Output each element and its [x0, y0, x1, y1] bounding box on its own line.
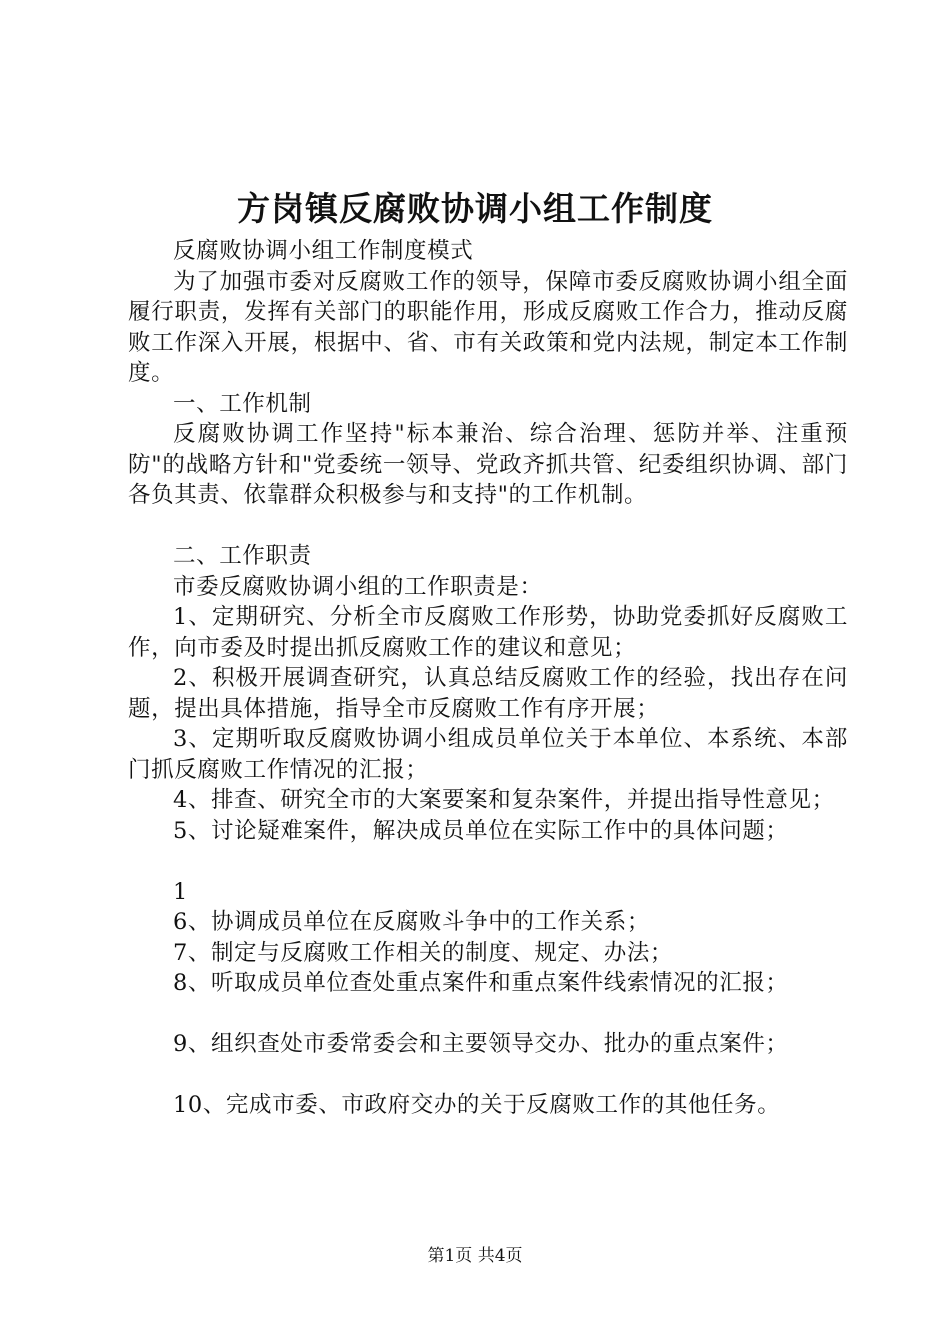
- list-item: 7、制定与反腐败工作相关的制度、规定、办法；: [173, 939, 674, 966]
- blank-line: [128, 999, 848, 1030]
- page-footer: 第1页 共4页: [427, 1246, 523, 1266]
- list-item: 9、组织查处市委常委会和主要领导交办、批办的重点案件；: [173, 1031, 789, 1057]
- section-heading: 二、工作职责: [173, 543, 312, 569]
- document-body: [128, 236, 848, 1121]
- list-item: 4、排查、研究全市的大案要案和复杂案件，并提出指导性意见；: [173, 787, 835, 813]
- section-heading: 一、工作机制: [173, 390, 312, 417]
- document-title: 方岗镇反腐败协调小组工作制度: [237, 189, 713, 228]
- list-item: 10、完成市委、市政府交办的关于反腐败工作的其他任务。: [173, 1092, 781, 1118]
- blank-line: [128, 511, 848, 542]
- paragraph: 为了加强市委对反腐败工作的领导，保障市委反腐败协调小组全面履行职责，发挥有关部门的职能作用，形成反腐败工作合力，推动反腐败工作深入开展，根据中、省、市有关政策和党内法规，制定本工作制度。: [128, 268, 848, 386]
- blank-line: [128, 1060, 848, 1091]
- list-item: 1、定期研究、分析全市反腐败工作形势，协助党委抓好反腐败工作，向市委及时提出抓反腐败工作的建议和意见；: [128, 604, 848, 661]
- paragraph: 反腐败协调小组工作制度模式: [173, 238, 474, 264]
- inline-page-number: 1: [173, 878, 188, 905]
- list-item: 6、协调成员单位在反腐败斗争中的工作关系；: [173, 909, 650, 935]
- list-item: 3、定期听取反腐败协调小组成员单位关于本单位、本系统、本部门抓反腐败工作情况的汇报；: [128, 726, 848, 783]
- blank-line: [128, 846, 848, 877]
- paragraph: 市委反腐败协调小组的工作职责是：: [173, 573, 543, 600]
- list-item: 5、讨论疑难案件，解决成员单位在实际工作中的具体问题；: [173, 817, 789, 844]
- paragraph: 反腐败协调工作坚持"标本兼治、综合治理、惩防并举、注重预防"的战略方针和"党委统一领导、党政齐抓共管、纪委组织协调、部门各负其责、依靠群众积极参与和支持"的工作机制。: [128, 421, 848, 508]
- list-item: 2、积极开展调查研究，认真总结反腐败工作的经验，找出存在问题，提出具体措施，指导全市反腐败工作有序开展；: [128, 665, 848, 722]
- list-item: 8、听取成员单位查处重点案件和重点案件线索情况的汇报；: [173, 970, 789, 996]
